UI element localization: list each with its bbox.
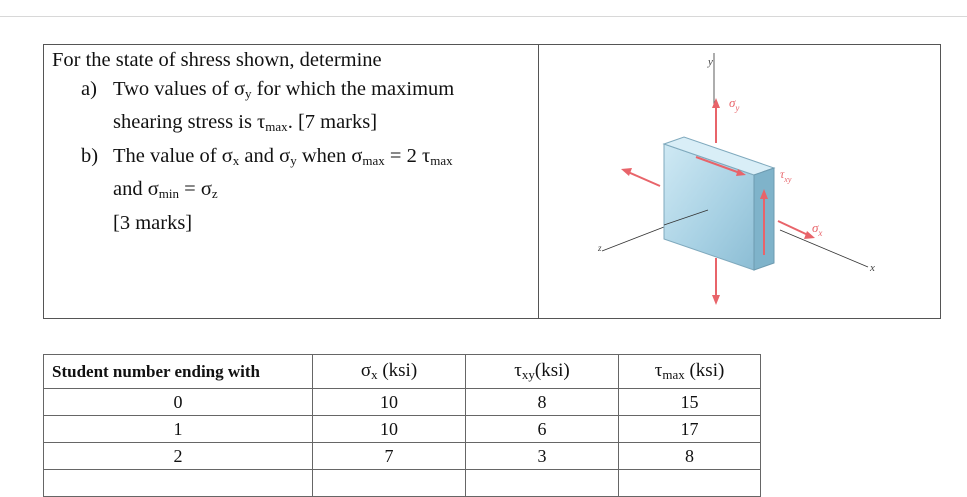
cell: 2 [44,443,313,470]
subscript: max [362,152,385,168]
part-b-label: b) [81,144,99,167]
sigma-x-label: $\sigma_x$ [812,220,823,238]
part-a-line-2 [52,108,532,142]
subscript: y [290,152,297,168]
text: shearing stress is τ [113,111,266,133]
cell: 3 [466,443,619,470]
subscript: y [245,85,252,101]
cell: 8 [466,389,619,416]
cell: 0 [44,389,313,416]
cell: 15 [619,389,761,416]
data-table [43,354,761,497]
cell: 1 [44,416,313,443]
top-rule [0,16,967,17]
header-student-number: Student number ending with [44,355,313,389]
table-row [44,389,761,416]
cell: 7 [313,443,466,470]
text: . [7 marks] [287,111,378,133]
text: = 2 τ [384,144,431,167]
header-tau-xy: $\tau_{xy}(ksi)$ [466,355,619,389]
cell: 17 [619,416,761,443]
subscript: max [265,119,288,134]
x-axis-label: x [870,262,875,274]
subscript: z [211,186,218,201]
table-row [44,443,761,470]
problem-box-divider [538,44,539,319]
subscript: min [158,186,180,201]
part-a-line-1 [52,75,532,109]
cell: 8 [619,443,761,470]
text: for which the maximum [251,77,455,100]
sigma-x-arrow-right [778,221,808,235]
table-header-row [44,355,761,389]
table-row [44,416,761,443]
header-sigma-x: $\sigma_x$ (ksi) [313,355,466,389]
header-tau-max: $\tau_{max}$ (ksi) [619,355,761,389]
table-row-partial [44,470,761,497]
x-axis-line [780,230,868,267]
part-b-line-1 [52,142,532,176]
cell [466,470,619,497]
subscript: max [430,152,453,168]
cell [619,470,761,497]
cell [44,470,313,497]
subscript: x [232,152,240,168]
part-b-line-2 [52,175,532,209]
cell: 10 [313,389,466,416]
sigma-y-label: $\sigma_y$ [729,95,740,113]
text: when σ [296,144,363,167]
text: The value of σ [113,144,233,167]
cell: 6 [466,416,619,443]
cell: 10 [313,416,466,443]
text: = σ [179,178,212,200]
tau-xy-label: $\tau_{xy}$ [780,167,792,184]
z-axis-label: z [598,243,602,253]
text: Two values of σ [113,77,246,100]
problem-intro: For the state of shress shown, determine [52,49,382,71]
part-a-label: a) [81,77,97,100]
y-axis-label: y [708,56,713,68]
part-b-marks: [3 marks] [113,211,193,234]
cell [313,470,466,497]
sigma-x-arrow-left [628,172,660,186]
text: and σ [113,178,159,200]
problem-statement [52,46,532,237]
stress-element-figure [540,45,940,318]
text: and σ [239,144,291,167]
